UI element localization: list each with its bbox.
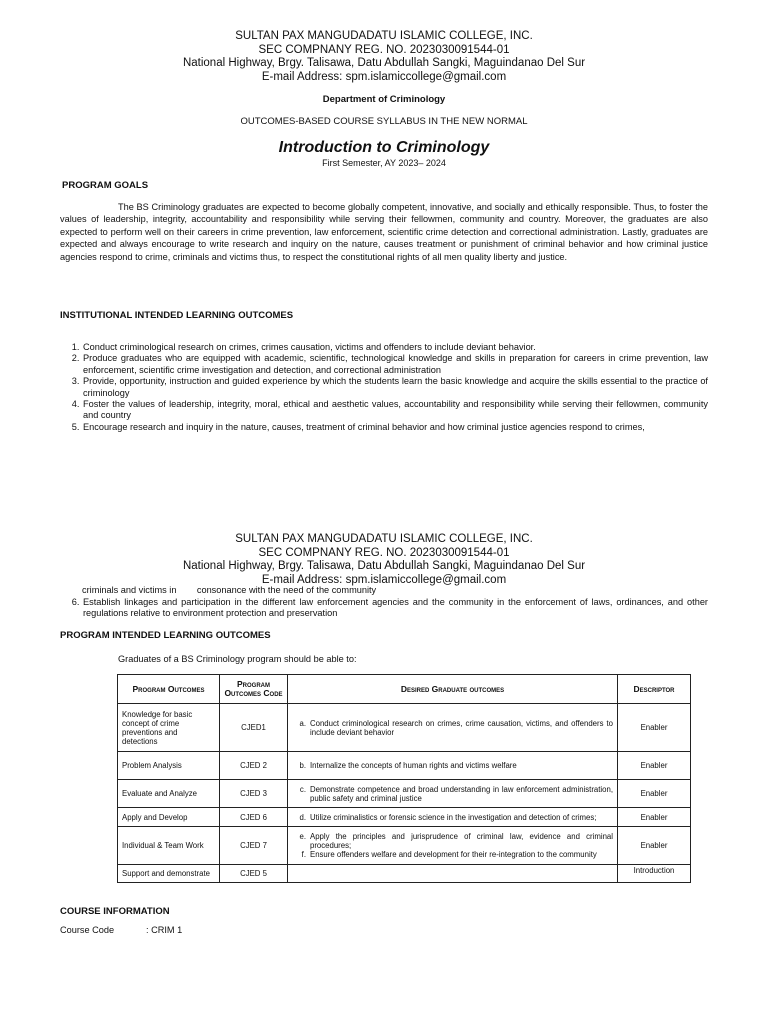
outcome-cell: Knowledge for basic concept of crime preventions and detections: [118, 704, 220, 752]
code-cell: CJED 2: [220, 752, 288, 780]
code-cell: CJED1: [220, 704, 288, 752]
outcome-cell: Evaluate and Analyze: [118, 780, 220, 808]
list-item: 4. Foster the values of leadership, integrity, moral, ethical and aesthetic values, accountability and responsibility while serving their fellowmen, community and country: [82, 399, 708, 422]
sec-registration: SEC COMPNANY REG. NO. 2023030091544-01: [258, 43, 510, 56]
college-email: E-mail Address: spm.islamiccollege@gmail.com: [261, 573, 507, 586]
course-title: Introduction to Criminology: [278, 139, 490, 156]
item-marker: e.: [299, 832, 306, 841]
code-cell: CJED 5: [220, 865, 288, 883]
iilo-list-continued-wrap: [60, 597, 708, 620]
descriptor-cell: Enabler: [618, 780, 691, 808]
item-marker: d.: [299, 812, 306, 822]
department-name: Department of Criminology: [322, 94, 446, 105]
descriptor-cell: Enabler: [618, 752, 691, 780]
desired-text: Conduct criminological research on crimes, crime causation, victims, and offenders to include deviant behavior: [310, 718, 613, 737]
syllabus-subtitle: OUTCOMES-BASED COURSE SYLLABUS IN THE NEW NORMAL: [240, 116, 528, 127]
semester: First Semester, AY 2023– 2024: [322, 158, 446, 168]
letterhead: [0, 30, 768, 84]
code-cell: CJED 6: [220, 808, 288, 827]
code-cell: CJED 3: [220, 780, 288, 808]
college-address: National Highway, Brgy. Talisawa, Datu Abdullah Sangki, Maguindanao Del Sur: [182, 57, 586, 69]
desired-text: Internalize the concepts of human rights and victims welfare: [310, 761, 517, 770]
table-row: [118, 808, 691, 827]
desired-text: Utilize criminalistics or forensic science in the investigation and detection of crimes;: [310, 812, 597, 822]
list-item: 3. Provide, opportunity, instruction and guided experience by which the students learn the basic knowledge and acquire the skills essential to the practice of criminology: [82, 376, 708, 399]
list-item: 5. Encourage research and inquiry in the nature, causes, treatment of criminal behavior and how criminal justice agencies respond to crimes,: [82, 422, 708, 433]
course-info-heading: COURSE INFORMATION: [60, 906, 170, 917]
program-goals-heading: PROGRAM GOALS: [62, 180, 149, 191]
course-code-label: Course Code: [60, 925, 115, 935]
sec-registration: SEC COMPNANY REG. NO. 2023030091544-01: [258, 546, 510, 559]
outcome-cell: Problem Analysis: [118, 752, 220, 780]
table-row: [118, 704, 691, 752]
pilo-table-wrap: [117, 674, 691, 883]
desired-cell: [288, 752, 618, 780]
desired-text: Demonstrate competence and broad understanding in law enforcement administration, public safety and criminal justice: [310, 784, 613, 803]
desired-cell: [288, 808, 618, 827]
item-marker: a.: [299, 718, 306, 728]
program-goals-text: The BS Criminology graduates are expected to become globally competent, innovative, and socially and ethically responsible. Thus, to foster the values of leadership, integrity, accountability and responsibility while serving their fellowmen, community and country. Moreover, the graduates are also expected to perform well on their careers in crime prevention, law enforcement, scientific crime detection and correctional administration. Lastly, graduates are expected and always encourage to write research and inquiry on the nature, causes treatment or punishment of criminal behavior and how criminal justice agencies respond to crime, criminals and victims thus, to respect the constitutional rights of all men quality liberty and justice.: [60, 202, 708, 262]
descriptor-cell: Enabler: [618, 827, 691, 865]
desired-text: Apply the principles and jurisprudence of criminal law, evidence and criminal procedures;: [310, 832, 613, 850]
desired-cell: [288, 827, 618, 865]
item-marker: c.: [299, 784, 306, 794]
outcome-cell: Individual & Team Work: [118, 827, 220, 865]
code-cell: CJED 7: [220, 827, 288, 865]
course-code-value: : CRIM 1: [146, 925, 183, 935]
pilo-intro: Graduates of a BS Criminology program should be able to:: [118, 654, 357, 664]
item-marker: f.: [301, 850, 306, 859]
list-item: 2. Produce graduates who are equipped with academic, scientific, technological knowledge and skills in preparation for careers in crime prevention, law enforcement, scientific crime investigation and detection, and correctional administration: [82, 353, 708, 376]
descriptor-cell: Enabler: [618, 808, 691, 827]
descriptor-cell: Introduction: [618, 865, 691, 883]
list-item: 1. Conduct criminological research on crimes, crimes causation, victims and offenders to include deviant behavior.: [82, 342, 708, 353]
table-row: [118, 827, 691, 865]
college-email: E-mail Address: spm.islamiccollege@gmail.com: [261, 70, 507, 83]
iilo-continued: criminals and victims in consonance with the need of the community: [82, 585, 377, 595]
table-row: [118, 780, 691, 808]
college-name: SULTAN PAX MANGUDADATU ISLAMIC COLLEGE, INC.: [235, 30, 533, 42]
outcome-cell: Apply and Develop: [118, 808, 220, 827]
iilo-list-continued: [60, 597, 708, 620]
list-item: 6. Establish linkages and participation in the different law enforcement agencies and the community in the enforcement of laws, ordinances, and other regulations relative to environment protection and preservation: [82, 597, 708, 620]
iilo-list-wrap: [60, 342, 708, 433]
outcome-cell: Support and demonstrate: [118, 865, 220, 883]
item-marker: b.: [299, 761, 306, 770]
desired-cell: [288, 780, 618, 808]
college-address: National Highway, Brgy. Talisawa, Datu Abdullah Sangki, Maguindanao Del Sur: [182, 560, 586, 572]
desired-cell: [288, 865, 618, 883]
column-header: Desired Graduate outcomes: [288, 675, 618, 704]
column-header: Program Outcomes: [118, 675, 220, 704]
descriptor-cell: Enabler: [618, 704, 691, 752]
letterhead-page-2: [0, 533, 768, 587]
iilo-list: [60, 342, 708, 433]
college-name: SULTAN PAX MANGUDADATU ISLAMIC COLLEGE, INC.: [235, 533, 533, 545]
iilo-heading: INSTITUTIONAL INTENDED LEARNING OUTCOMES: [60, 310, 294, 321]
table-row: [118, 865, 691, 883]
pilo-table: [117, 674, 691, 883]
pilo-heading: PROGRAM INTENDED LEARNING OUTCOMES: [60, 630, 271, 641]
table-row: [118, 752, 691, 780]
desired-text: Ensure offenders welfare and development for their re-integration to the community: [310, 850, 597, 859]
desired-cell: [288, 704, 618, 752]
table-header-row: [118, 675, 691, 704]
column-header: Descriptor: [618, 675, 691, 704]
column-header: Program Outcomes Code: [220, 675, 288, 704]
